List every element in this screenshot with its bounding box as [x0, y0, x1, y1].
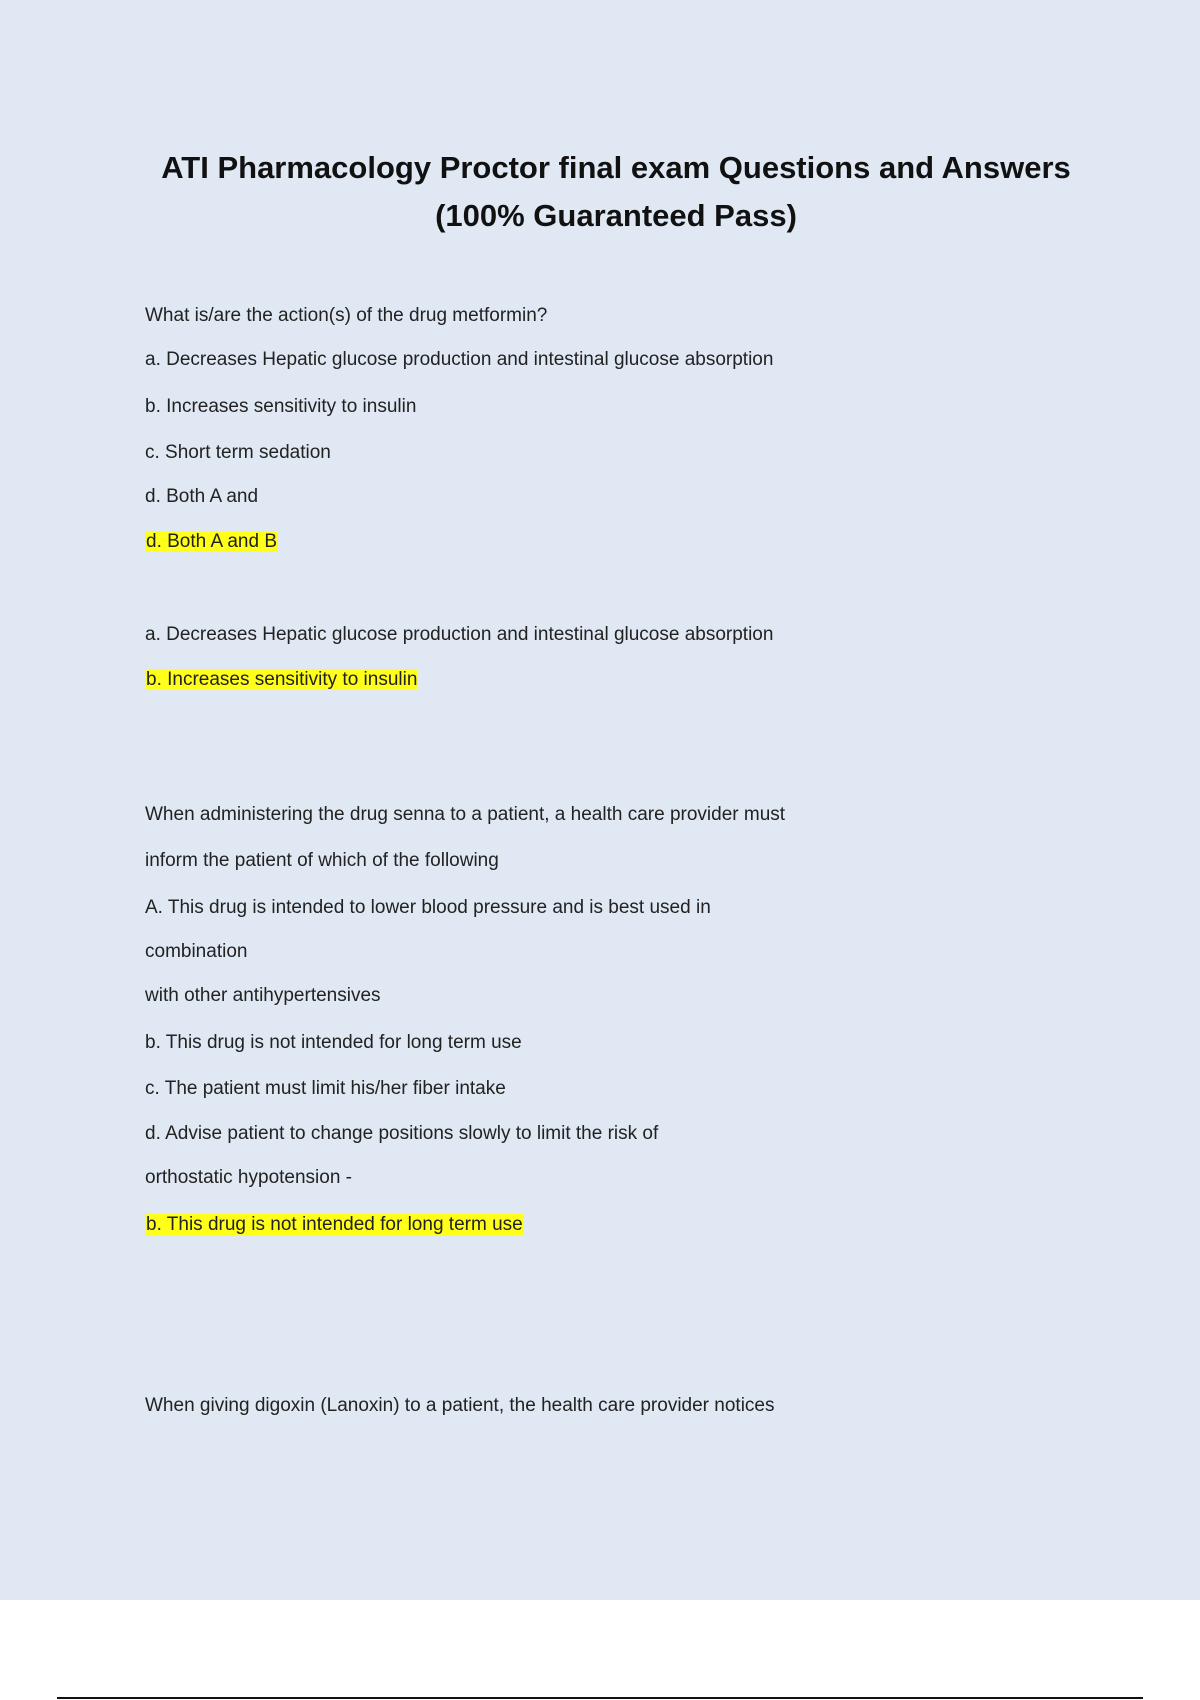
question-2-answer — [145, 1212, 524, 1238]
question-2-prompt-line-1: When administering the drug senna to a patient, a health care provider must — [145, 804, 786, 825]
question-1-option-a: a. Decreases Hepatic glucose production and intestinal glucose absorption — [145, 349, 774, 370]
question-1-option-b: b. Increases sensitivity to insulin — [145, 396, 417, 417]
title-line-1: ATI Pharmacology Proctor final exam Questions and Answers — [161, 150, 1071, 185]
question-2-option-d: d. Advise patient to change positions slowly to limit the risk of — [145, 1123, 659, 1144]
question-2-option-b: b. This drug is not intended for long term use — [145, 1032, 522, 1053]
question-2-option-d-cont: orthostatic hypotension - — [145, 1167, 353, 1188]
document-title — [60, 144, 1172, 240]
question-2-option-a-cont: combination — [145, 941, 248, 962]
question-1-answer — [145, 529, 278, 555]
question-1-explanation-a: a. Decreases Hepatic glucose production and intestinal glucose absorption — [145, 624, 774, 645]
answer-highlight: b. This drug is not intended for long term use — [146, 1214, 523, 1235]
question-1-explanation-b — [145, 667, 418, 693]
question-1-option-c: c. Short term sedation — [145, 442, 331, 463]
title-line-2: (100% Guaranteed Pass) — [435, 198, 797, 233]
question-3-prompt: When giving digoxin (Lanoxin) to a patient, the health care provider notices — [145, 1395, 775, 1416]
footer-divider — [57, 1697, 1143, 1699]
question-1-option-d: d. Both A and — [145, 486, 259, 507]
answer-highlight: d. Both A and B — [146, 531, 277, 552]
question-2-option-a-cont-2: with other antihypertensives — [145, 985, 381, 1006]
question-2-option-a: A. This drug is intended to lower blood pressure and is best used in — [145, 897, 711, 918]
question-2-option-c: c. The patient must limit his/her fiber intake — [145, 1078, 506, 1099]
question-1-prompt: What is/are the action(s) of the drug metformin? — [145, 305, 548, 326]
answer-highlight: b. Increases sensitivity to insulin — [146, 669, 418, 690]
question-2-prompt-line-2: inform the patient of which of the following — [145, 850, 499, 871]
